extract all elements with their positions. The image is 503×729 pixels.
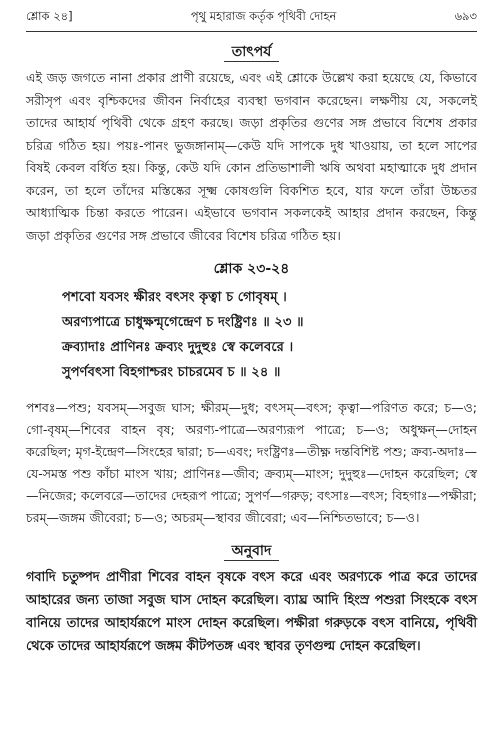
verse-line: অরণ্যপাত্রে চাধুক্ষন্মৃগেন্দ্রেণ চ দংষ্ট্রিণঃ ॥ ২৩ ॥	[62, 315, 304, 330]
running-header	[26, 8, 477, 32]
header-chapter-title: পৃথু মহারাজ কর্তৃক পৃথিবী দোহন	[190, 9, 337, 23]
word-meanings: পশবঃ—পশু; যবসম্‌—সবুজ ঘাস; ক্ষীরম্‌—দুধ; বৎসম্‌—বৎস; কৃত্বা—পরিণত করে; চ—ও; গো-বৃষম্‌—শিবের বাহন বৃষ; অরণ্য-পাত্রে—অরণ্যরূপ পাত্রে; চ—ও; অধুক্ষন্‌—দোহন করেছিল; মৃগ-ইন্দ্রেণ—সিংহের দ্বারা; চ—এবং; দংষ্ট্রিণঃ—তীক্ষ্ণ দন্তবিশিষ্ট পশু; ক্রব্য-অদাঃ—যে-সমস্ত পশু কাঁচা মাংস খায়; প্রাণিনঃ—জীব; ক্রব্যম্‌—মাংস; দুদুহুঃ—দোহন করেছিল; স্বে—নিজের; কলেবরে—তাদের দেহরূপ পাত্রে; সুপর্ণ—গরুড়; বৎসাঃ—বৎস; বিহগাঃ—পক্ষীরা; চরম্‌—জঙ্গম জীবেরা; চ—ও; অচরম্‌—স্থাবর জীবেরা; এব—নিশ্চিতভাবে; চ—ও।	[26, 400, 477, 525]
page-number: ৬৯৩	[454, 9, 477, 23]
purport-heading	[26, 40, 477, 64]
translation-heading-text: অনুবাদ	[224, 543, 280, 561]
purport-paragraph: এই জড় জগতে নানা প্রকার প্রাণী রয়েছে, এবং এই শ্লোকে উল্লেখ করা হয়েছে যে, কিভাবে সরীসৃপ এবং বৃশ্চিকদের জীবন নির্বাহের ব্যবস্থা ভগবান করেছেন। লক্ষণীয় যে, সকলেই তাদের আহার্য পৃথিবী থেকে গ্রহণ করছে। জড়া প্রকৃতির গুণের সঙ্গ প্রভাবে বিশেষ প্রকার চরিত্র গঠিত হয়। পয়ঃ-পানং ভুজঙ্গানাম্—কেউ যদি সাপকে দুধ খাওয়ায়, তা হলে সাপের বিষই কেবল বর্ধিত হয়। কিন্তু, কেউ যদি কোন প্রতিভাশালী ঋষি অথবা মহাত্মাকে দুধ প্রদান করেন, তা হলে তাঁদের মস্তিষ্কের সূক্ষ্ম কোষগুলি বিকশিত হবে, যার ফলে তাঁরা উচ্চতর আধ্যাত্মিক চিন্তা করতে পারেন। এইভাবে ভগবান সকলকেই আহার প্রদান করছেন, কিন্তু জড়া প্রকৃতির গুণের সঙ্গ প্রভাবে জীবের বিশেষ চরিত্র গঠিত হয়।	[26, 70, 477, 243]
header-verse-ref: শ্লোক ২৪]	[26, 9, 73, 23]
sanskrit-verse	[26, 285, 477, 385]
verse-line: ক্রব্যাদাঃ প্রাণিনঃ ক্রব্যং দুদুহুঃ স্বে কলেবরে ।	[62, 340, 294, 355]
verse-line: পশবো যবসং ক্ষীরং বৎসং কৃত্বা চ গোবৃষম্‌ ।	[62, 290, 287, 305]
translation-heading	[26, 539, 477, 563]
verse-line: সুপর্ণবৎসা বিহগাশ্চরং চাচরমেব চ ॥ ২৪ ॥	[62, 365, 281, 380]
verse-number-heading: শ্লোক ২৩-২৪	[213, 261, 290, 277]
translation-paragraph: গবাদি চতুষ্পদ প্রাণীরা শিবের বাহন বৃষকে বৎস করে এবং অরণ্যকে পাত্র করে তাদের আহারের জন্য তাজা সবুজ ঘাস দোহন করেছিল। ব্যাঘ্র আদি হিংস্র পশুরা সিংহকে বৎস বানিয়ে তাদের আহার্যরূপে মাংস দোহন করেছিল। পক্ষীরা গরুড়কে বৎস বানিয়ে, পৃথিবী থেকে তাদের আহার্যরূপে জঙ্গম কীটপতঙ্গ এবং স্থাবর তৃণগুল্ম দোহন করেছিল।	[26, 570, 477, 654]
purport-heading-text: তাৎপর্য	[224, 44, 280, 62]
